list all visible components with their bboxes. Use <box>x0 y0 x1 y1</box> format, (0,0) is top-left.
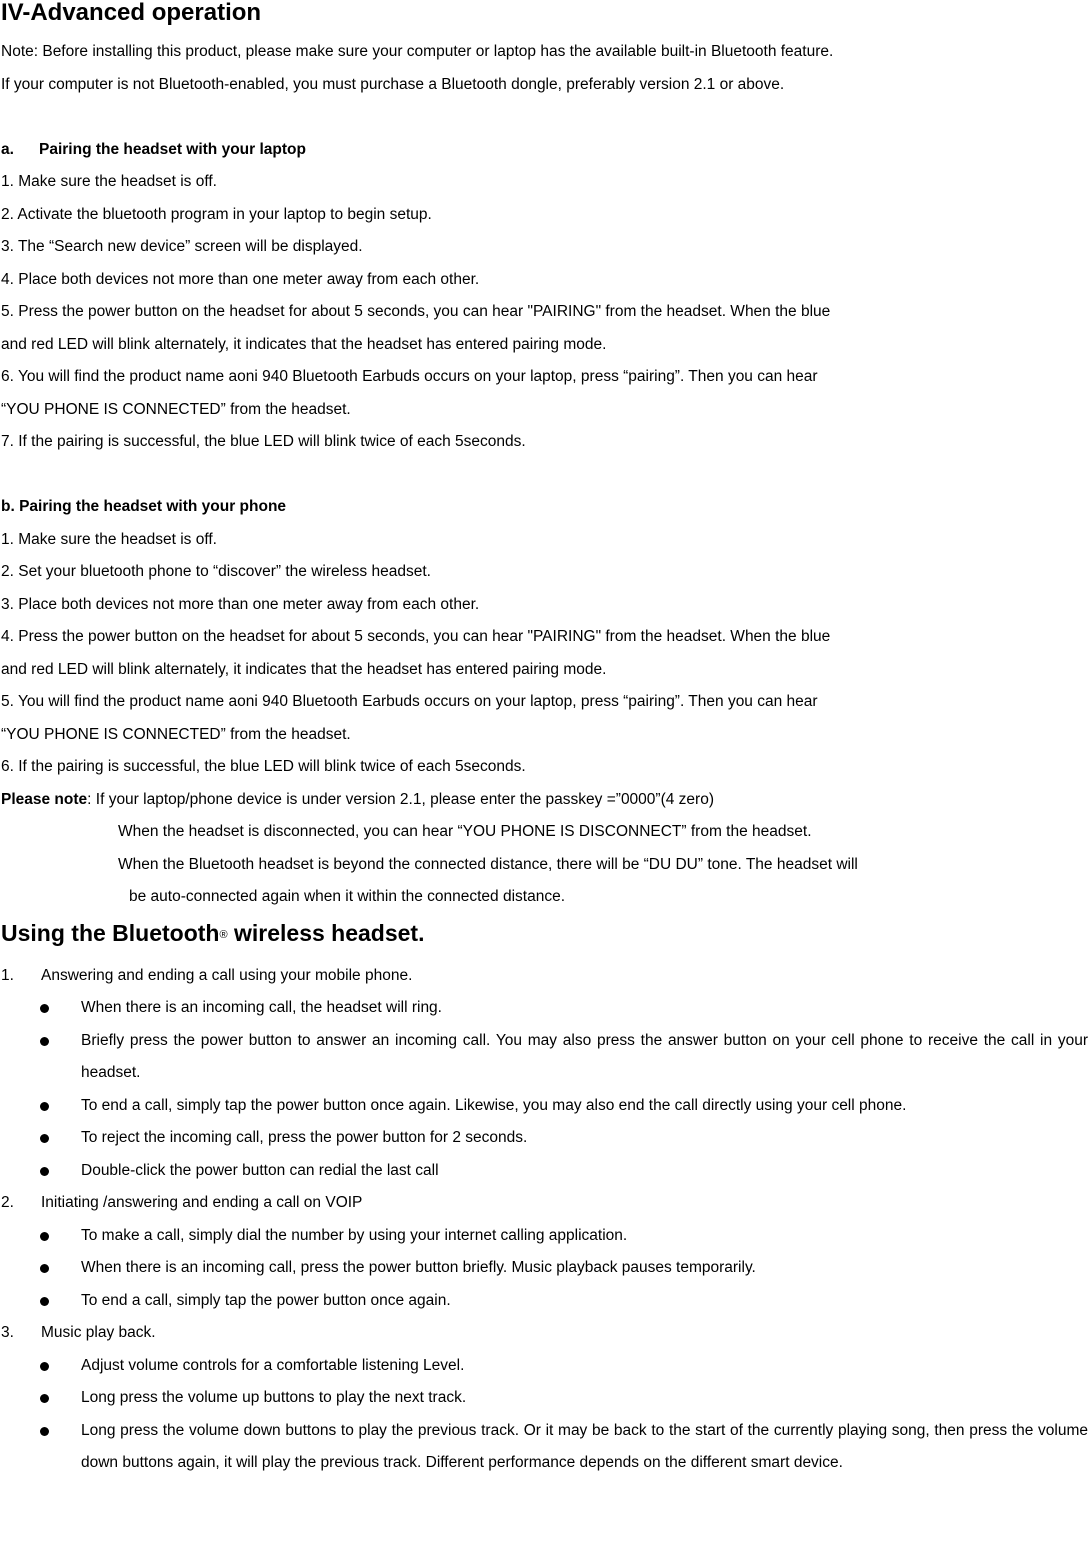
bullet-item <box>1 1415 1088 1480</box>
bullet-dot-icon <box>1 1252 81 1285</box>
item-text: Initiating /answering and ending a call on VOIP <box>41 1194 363 1211</box>
please-note-label: Please note <box>1 790 88 808</box>
section-a-title: Pairing the headset with your laptop <box>39 140 306 158</box>
section-b-step-line: 5. You will find the product name aoni 940 Bluetooth Earbuds occurs on your laptop, press “pairing”. Then you can hear <box>1 693 818 710</box>
bullet-dot-icon <box>1 1285 81 1318</box>
section-a-step-line: 1. Make sure the headset is off. <box>1 173 217 190</box>
item-number: 2. <box>1 1194 14 1211</box>
bullet-dot-icon <box>1 1350 81 1383</box>
registered-mark: ® <box>219 928 228 941</box>
bullet-text: Adjust volume controls for a comfortable listening Level. <box>81 1356 465 1374</box>
bullet-item <box>1 1155 1088 1188</box>
section-a-heading <box>1 134 1088 167</box>
section-b-step-line: 1. Make sure the headset is off. <box>1 530 217 548</box>
please-note <box>1 784 1088 817</box>
please-note-text: : If your laptop/phone device is under version 2.1, please enter the passkey =”0000”(4 zero) <box>87 790 714 808</box>
section-a-label: a. <box>1 140 14 158</box>
page-title: IV-Advanced operation <box>1 0 262 26</box>
bullet-dot-icon <box>1 1122 81 1155</box>
bullet-item <box>1 1122 1088 1155</box>
bullet-dot-icon <box>1 992 81 1025</box>
using-list <box>1 960 1088 1480</box>
section-a-step-line: 2. Activate the bluetooth program in your laptop to begin setup. <box>1 205 432 223</box>
bullet-item <box>1 1252 1088 1285</box>
section-a-step-line: 7. If the pairing is successful, the blue LED will blink twice of each 5seconds. <box>1 433 526 450</box>
bullet-dot-icon <box>1 1415 81 1480</box>
item-text: Music play back. <box>41 1324 156 1341</box>
bullet-text: To reject the incoming call, press the power button for 2 seconds. <box>81 1129 528 1146</box>
using-heading-post: wireless headset. <box>227 919 425 946</box>
section-b-heading: b. Pairing the headset with your phone <box>1 498 287 515</box>
numbered-item <box>1 960 1088 993</box>
bullet-dot-icon <box>1 1090 81 1123</box>
bullet-text: To make a call, simply dial the number by using your internet calling application. <box>81 1226 628 1244</box>
bullet-text: When there is an incoming call, press the power button briefly. Music playback pauses temporarily. <box>81 1259 756 1276</box>
bullet-item <box>1 1220 1088 1253</box>
bullet-text: To end a call, simply tap the power button once again. <box>81 1291 451 1309</box>
item-number: 1. <box>1 966 14 984</box>
section-b-step-line: and red LED will blink alternately, it indicates that the headset has entered pairing mode. <box>1 660 607 678</box>
bullet-item <box>1 1090 1088 1123</box>
bullet-text: Double-click the power button can redial the last call <box>81 1161 439 1179</box>
section-a-steps <box>1 166 1088 459</box>
section-a-step-line: and red LED will blink alternately, it indicates that the headset has entered pairing mode. <box>1 335 607 353</box>
note-disconnect: When the headset is disconnected, you can hear “YOU PHONE IS DISCONNECT” from the headset. <box>118 823 812 840</box>
bullet-item <box>1 992 1088 1025</box>
item-number: 3. <box>1 1324 14 1341</box>
item-text: Answering and ending a call using your mobile phone. <box>41 966 413 984</box>
using-heading <box>1 918 1088 960</box>
bullet-item <box>1 1350 1088 1383</box>
bullet-item <box>1 1382 1088 1415</box>
section-a-step-line: 5. Press the power button on the headset for about 5 seconds, you can hear "PAIRING" from the headset. When the blue <box>1 303 831 320</box>
section-b-step-line: 2. Set your bluetooth phone to “discover” the wireless headset. <box>1 563 431 580</box>
using-heading-pre: Using the Bluetooth <box>1 919 220 946</box>
section-b-steps <box>1 524 1088 784</box>
bullet-text: Long press the volume up buttons to play the next track. <box>81 1389 467 1406</box>
bullet-item <box>1 1025 1088 1090</box>
note-line-2: If your computer is not Bluetooth-enabled, you must purchase a Bluetooth dongle, preferably version 2.1 or above. <box>1 75 785 93</box>
section-a-step-line: 4. Place both devices not more than one meter away from each other. <box>1 270 480 288</box>
section-b-step-line: 4. Press the power button on the headset for about 5 seconds, you can hear "PAIRING" from the headset. When the blue <box>1 628 831 645</box>
section-a-step-line: 3. The “Search new device” screen will be displayed. <box>1 238 363 255</box>
bullet-text: Briefly press the power button to answer an incoming call. You may also press the answer button on your cell phone to receive the call in your headset. <box>81 1031 1088 1081</box>
section-a-step-line: 6. You will find the product name aoni 940 Bluetooth Earbuds occurs on your laptop, press “pairing”. Then you can hear <box>1 368 818 385</box>
section-a-step-line: “YOU PHONE IS CONNECTED” from the headset. <box>1 400 351 418</box>
section-b-step-line: 3. Place both devices not more than one meter away from each other. <box>1 595 480 613</box>
bullet-text: Long press the volume down buttons to play the previous track. Or it may be back to the start of the currently playing song, then press the volume down buttons again, it will play the previous track. Different performance depends on the different smart device. <box>81 1421 1088 1471</box>
note-distance: When the Bluetooth headset is beyond the connected distance, there will be “DU DU” tone. The headset will <box>118 855 858 873</box>
bullet-dot-icon <box>1 1382 81 1415</box>
numbered-item <box>1 1187 1088 1220</box>
note-line-1: Note: Before installing this product, please make sure your computer or laptop has the available built-in Bluetooth feature. <box>1 43 834 60</box>
note-reconnect: be auto-connected again when it within the connected distance. <box>129 888 566 905</box>
bullet-dot-icon <box>1 1220 81 1253</box>
section-b-step-line: “YOU PHONE IS CONNECTED” from the headset. <box>1 725 351 743</box>
bullet-text: To end a call, simply tap the power button once again. Likewise, you may also end the call directly using your cell phone. <box>81 1096 907 1114</box>
bullet-item <box>1 1285 1088 1318</box>
bullet-text: When there is an incoming call, the headset will ring. <box>81 999 442 1016</box>
bullet-dot-icon <box>1 1155 81 1188</box>
numbered-item <box>1 1317 1088 1350</box>
section-b-step-line: 6. If the pairing is successful, the blue LED will blink twice of each 5seconds. <box>1 758 526 775</box>
bullet-dot-icon <box>1 1025 81 1090</box>
